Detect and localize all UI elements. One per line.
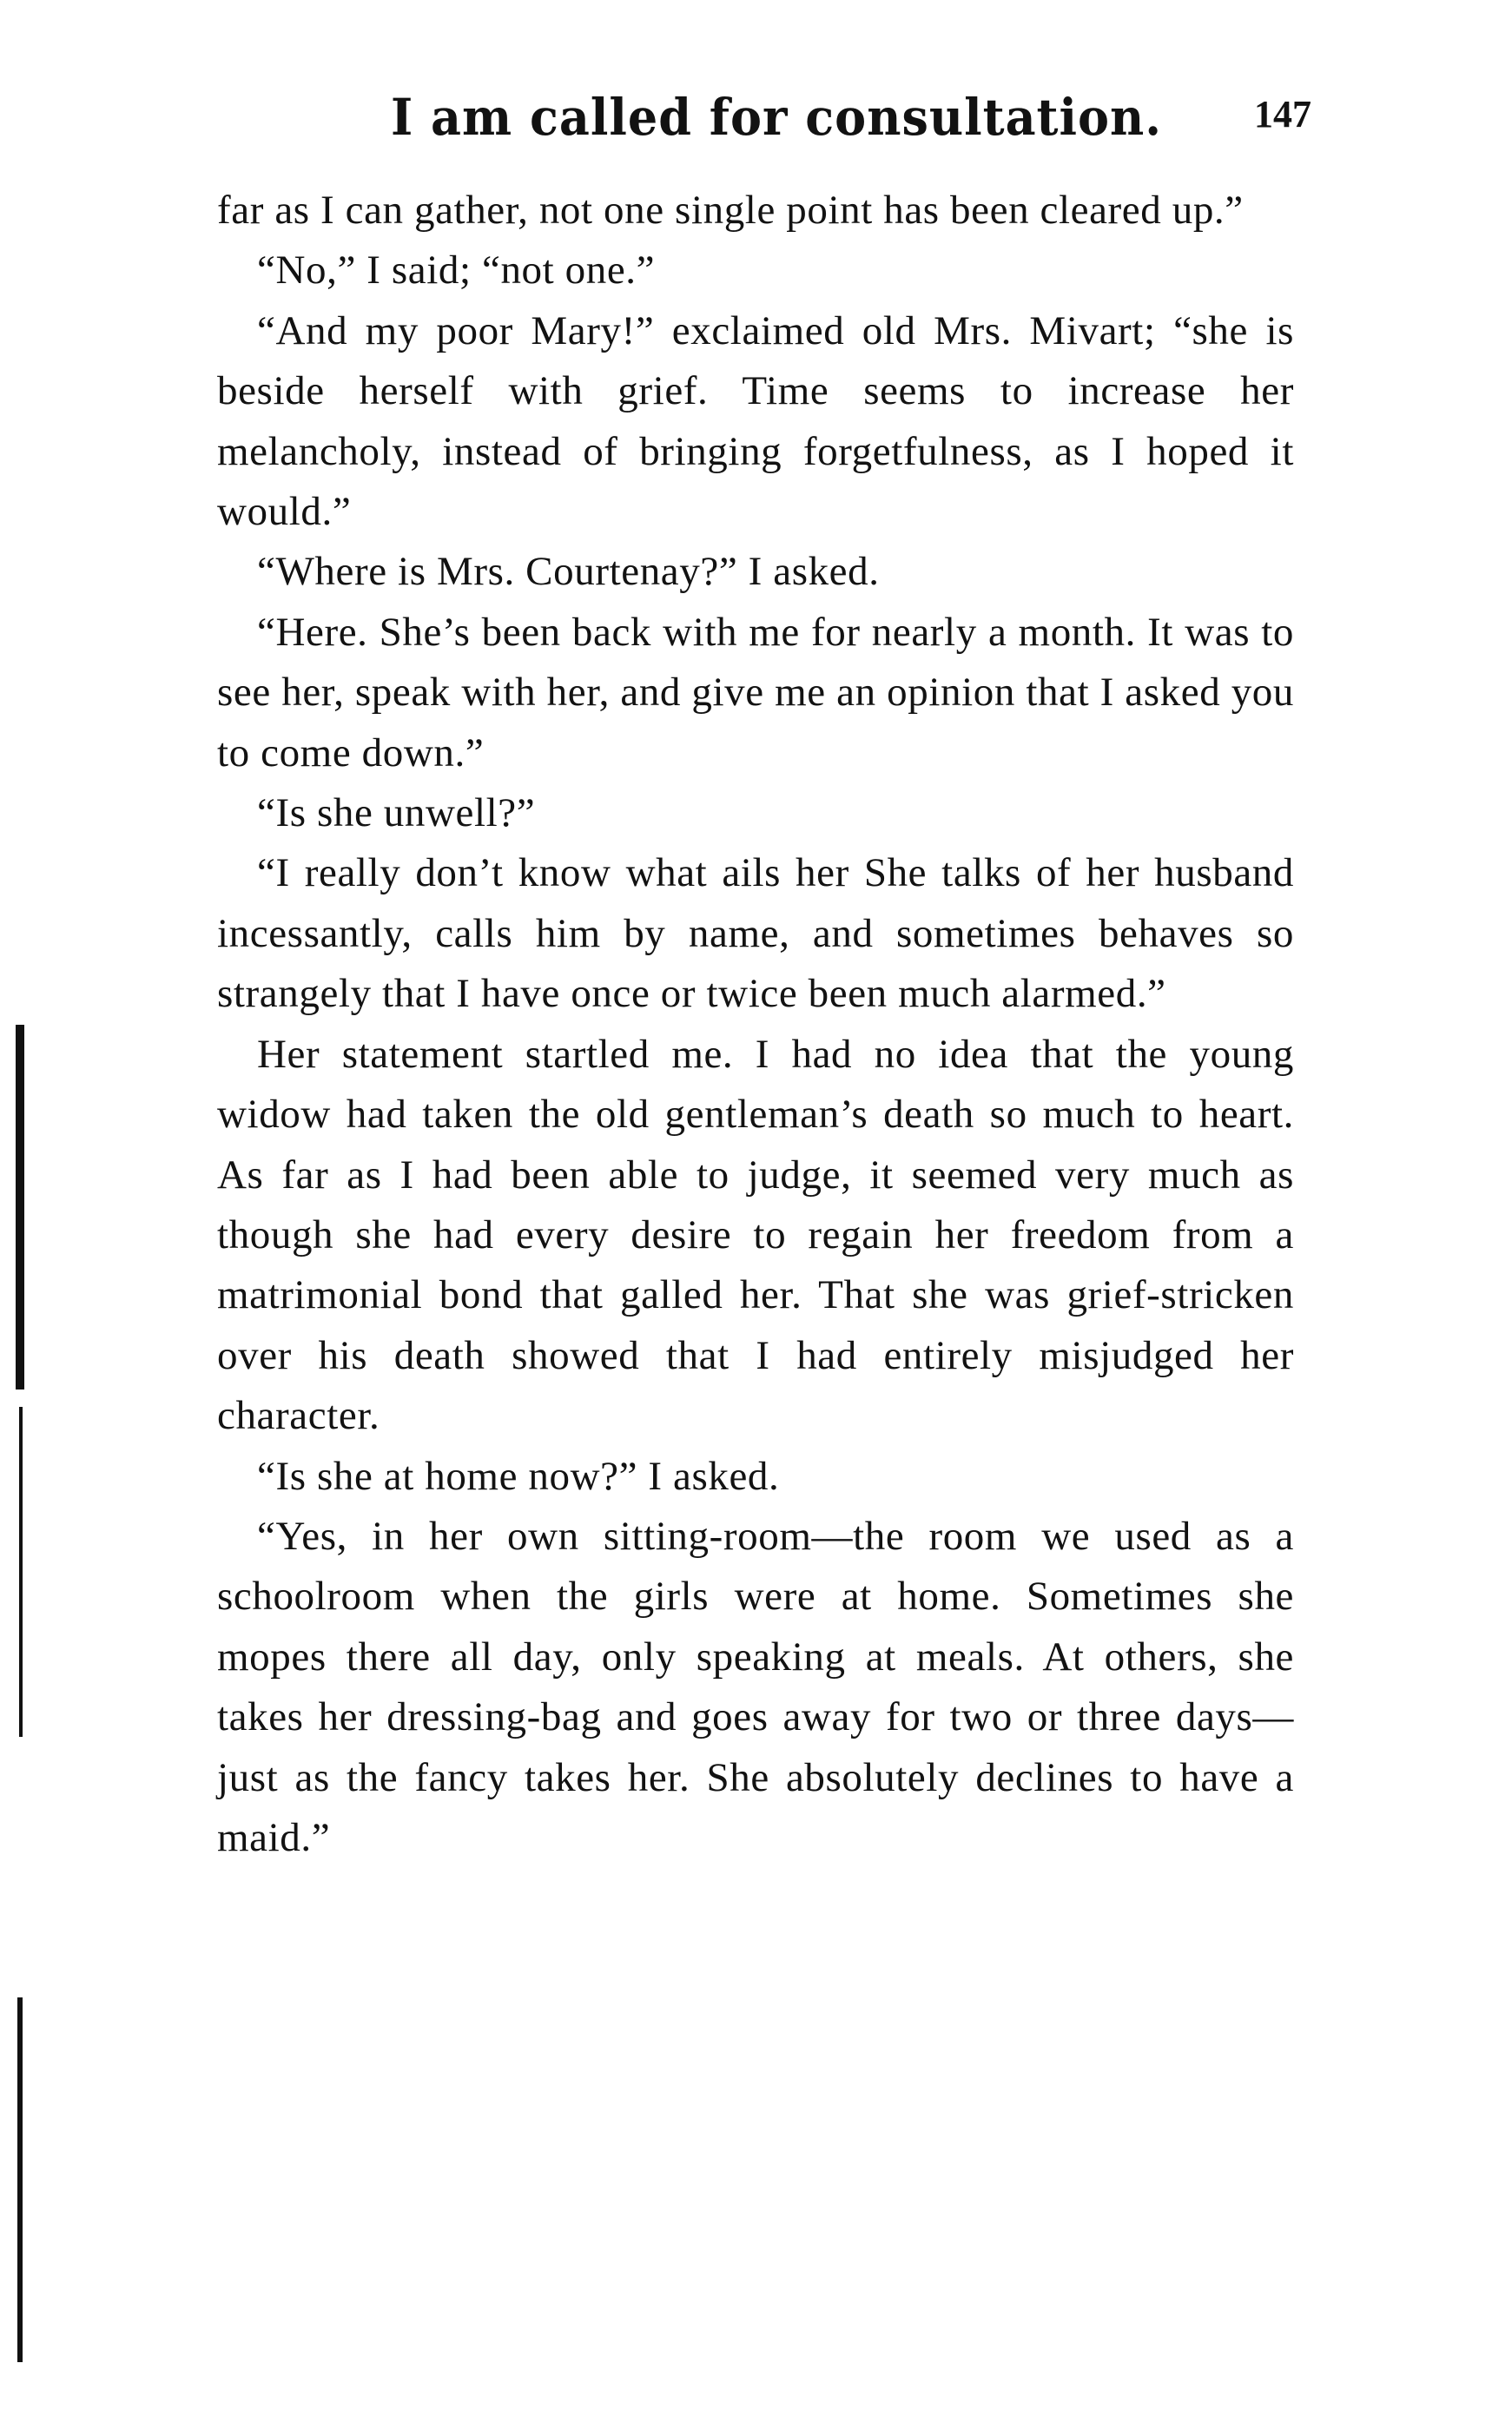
paragraph: “Is she at home now?” I asked. <box>257 1453 780 1499</box>
paragraph: “Yes, in her own sitting-room—the room we used as a schoolroom when the girls were at home. Sometimes she mopes there all day, only speaking at meals. At others, she takes her dressing-bag and goes away for two or three days—just as the fancy takes her. She absolutely declines to have a maid.” <box>217 1513 1294 1860</box>
binding-edge-mark <box>17 1997 23 2362</box>
paragraph: Her statement startled me. I had no idea that the young widow had taken the old gentleman’s death so much to heart. As far as I had been able to judge, it seemed very much as though she had every desire to regain her freedom from a matrimonial bond that galled her. That she was grief-stricken over his death showed that I had entirely misjudged her character. <box>217 1031 1294 1439</box>
running-title: I am called for consultation. <box>391 87 1163 148</box>
paragraph: “Here. She’s been back with me for nearly a month. It was to see her, speak with her, and give me an opinion that I asked you to come down.” <box>217 609 1294 776</box>
binding-edge-mark <box>16 1025 24 1390</box>
paragraph: “Is she unwell?” <box>257 790 536 836</box>
paragraph: far as I can gather, not one single point has been cleared up.” <box>217 188 1244 233</box>
binding-edge-mark <box>19 1407 23 1737</box>
body-text <box>217 181 1294 1868</box>
page-number: 147 <box>1254 93 1311 135</box>
paragraph: “And my poor Mary!” exclaimed old Mrs. Mivart; “she is beside herself with grief. Time seems to increase her melancholy, instead of bringing forgetfulness, as I hoped it would.” <box>217 307 1294 535</box>
page-header <box>217 87 1311 165</box>
paragraph: “I really don’t know what ails her She talks of her husband incessantly, calls him by name, and sometimes behaves so strangely that I have once or twice been much alarmed.” <box>217 850 1294 1017</box>
paragraph: “Where is Mrs. Courtenay?” I asked. <box>257 549 880 595</box>
paragraph: “No,” I said; “not one.” <box>257 248 656 294</box>
